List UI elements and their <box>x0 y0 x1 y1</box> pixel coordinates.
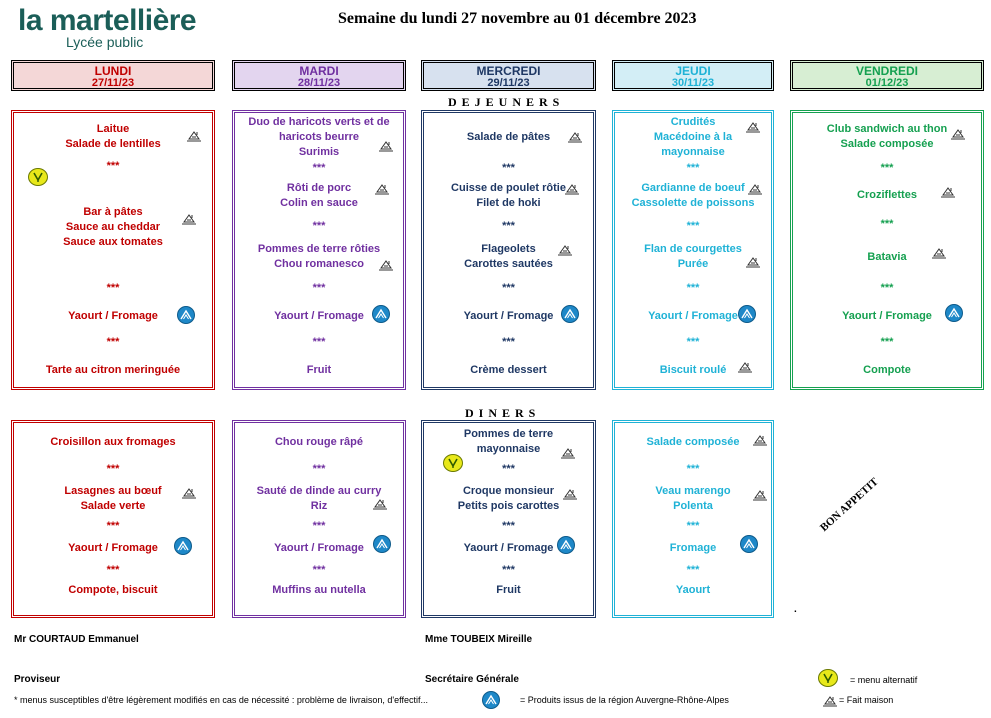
legend-region-icon <box>482 691 500 709</box>
separator: *** <box>312 564 326 576</box>
region-product-icon <box>373 535 391 553</box>
homemade-icon <box>378 258 394 272</box>
region-product-icon <box>177 306 195 324</box>
menu-item: Sauté de dinde au curry <box>256 485 382 497</box>
menu-item: Yaourt / Fromage <box>463 310 554 322</box>
menu-item: Yaourt / Fromage <box>274 542 364 554</box>
menu-item: Macédoine à la <box>653 131 733 143</box>
homemade-icon <box>372 497 388 511</box>
homemade-icon <box>745 120 761 134</box>
homemade-icon <box>745 255 761 269</box>
menu-item: Colin en sauce <box>280 197 358 209</box>
menu-item: Flageolets <box>481 243 536 255</box>
menu-item: Rôti de porc <box>286 182 352 194</box>
school-logo-subtitle: Lycée public <box>66 34 144 50</box>
separator: *** <box>502 336 515 348</box>
menu-item: Salade composée <box>840 138 934 150</box>
menu-item: Gardianne de boeuf <box>641 182 745 194</box>
menu-item: Pommes de terre <box>463 428 554 440</box>
day-name: MARDI <box>299 64 339 78</box>
bon-appetit-text: BON APPETIT <box>817 475 881 534</box>
footer-disclaimer: * menus susceptibles d'être légèrement modifiés en cas de nécessité : problème de livraison, d'effectif... <box>14 695 428 705</box>
legend-region-text: = Produits issus de la région Auvergne-Rhône-Alpes <box>520 695 729 705</box>
homemade-icon <box>950 127 966 141</box>
dinner-box-lundi <box>11 420 215 618</box>
region-product-icon <box>740 535 758 553</box>
legend-homemade-text: = Fait maison <box>839 695 894 705</box>
menu-item: Petits pois carottes <box>457 500 560 512</box>
homemade-icon <box>378 139 394 153</box>
homemade-icon <box>747 182 763 196</box>
menu-item: Fruit <box>306 364 332 376</box>
menu-item: Fruit <box>496 584 521 596</box>
menu-item: Yaourt / Fromage <box>68 310 158 322</box>
menu-item: Chou rouge râpé <box>274 436 363 448</box>
separator: *** <box>686 564 700 576</box>
menu-item: mayonnaise <box>661 146 725 158</box>
region-product-icon <box>945 304 963 322</box>
region-product-icon <box>561 305 579 323</box>
stray-dot: . <box>794 604 797 615</box>
menu-item: Surimis <box>298 146 340 158</box>
separator: *** <box>106 520 120 532</box>
menu-item: Yaourt / Fromage <box>648 310 738 322</box>
menu-item: Polenta <box>673 500 713 512</box>
dinner-section-label: DINERS <box>465 406 541 420</box>
menu-item: Crudités <box>670 116 716 128</box>
day-header-lundi <box>11 60 215 91</box>
lunch-box-vendredi <box>790 110 984 390</box>
region-product-icon <box>372 305 390 323</box>
homemade-icon <box>374 182 390 196</box>
day-name: VENDREDI <box>855 64 918 78</box>
menu-item: Tarte au citron meringuée <box>45 364 181 376</box>
menu-item: Sauce aux tomates <box>63 236 163 248</box>
secretaire-title: Secrétaire Générale <box>425 674 519 685</box>
homemade-icon <box>564 182 580 196</box>
homemade-icon <box>181 212 197 226</box>
homemade-icon <box>557 243 573 257</box>
separator: *** <box>880 218 894 230</box>
day-date: 28/11/23 <box>297 77 341 89</box>
separator: *** <box>312 336 326 348</box>
menu-item: Pommes de terre rôties <box>257 243 381 255</box>
homemade-icon <box>752 488 768 502</box>
menu-item: Muffins au nutella <box>272 584 366 596</box>
day-date: 01/12/23 <box>865 77 909 89</box>
separator: *** <box>312 282 326 294</box>
lunch-box-jeudi <box>612 110 774 390</box>
menu-item: Laitue <box>96 123 130 135</box>
separator: *** <box>686 162 700 174</box>
menu-item: Cuisse de poulet rôtie <box>451 182 566 194</box>
homemade-icon <box>562 487 578 501</box>
separator: *** <box>686 220 700 232</box>
alternative-menu-icon <box>28 168 48 186</box>
day-name: LUNDI <box>94 64 132 78</box>
homemade-icon <box>737 360 753 374</box>
menu-item: Yaourt / Fromage <box>68 542 158 554</box>
menu-item: Biscuit roulé <box>659 364 727 376</box>
menu-item: Yaourt <box>675 584 711 596</box>
separator: *** <box>502 162 515 174</box>
menu-item: Club sandwich au thon <box>826 123 948 135</box>
menu-item: mayonnaise <box>476 443 541 455</box>
separator: *** <box>686 463 700 475</box>
homemade-icon <box>186 129 202 143</box>
region-product-icon <box>557 536 575 554</box>
menu-item: Yaourt / Fromage <box>842 310 932 322</box>
menu-item: Salade de pâtes <box>466 131 551 143</box>
menu-item: Crème dessert <box>470 364 547 376</box>
separator: *** <box>106 463 120 475</box>
lunch-section-label: DEJEUNERS <box>448 95 565 109</box>
separator: *** <box>312 162 326 174</box>
menu-item: haricots beurre <box>278 131 360 143</box>
homemade-icon <box>560 446 576 460</box>
menu-item: Cassolette de poissons <box>631 197 755 209</box>
dinner-box-mardi <box>232 420 406 618</box>
homemade-icon <box>181 486 197 500</box>
alternative-menu-icon <box>443 454 463 472</box>
menu-item: Carottes sautées <box>464 258 553 270</box>
homemade-icon <box>931 246 947 260</box>
region-product-icon <box>738 305 756 323</box>
legend-alternative-text: = menu alternatif <box>850 675 918 685</box>
menu-item: Chou romanesco <box>274 258 364 270</box>
lunch-box-lundi <box>11 110 215 390</box>
day-header-mardi <box>232 60 406 91</box>
menu-item: Riz <box>310 500 328 512</box>
separator: *** <box>880 336 894 348</box>
menu-item: Salade composée <box>646 436 740 448</box>
menu-item: Croisillon aux fromages <box>50 436 176 448</box>
menu-item: Sauce au cheddar <box>65 221 161 233</box>
menu-item: Yaourt / Fromage <box>463 542 554 554</box>
separator: *** <box>312 220 326 232</box>
menu-item: Bar à pâtes <box>83 206 143 218</box>
menu-item: Salade de lentilles <box>65 138 161 150</box>
secretaire-name: Mme TOUBEIX Mireille <box>425 634 533 645</box>
separator: *** <box>502 282 515 294</box>
separator: *** <box>106 336 120 348</box>
separator: *** <box>686 282 700 294</box>
day-header-jeudi <box>612 60 774 91</box>
menu-item: Croziflettes <box>857 189 917 201</box>
menu-item: Veau marengo <box>655 485 731 497</box>
day-date: 27/11/23 <box>91 77 135 89</box>
menu-item: Croque monsieur <box>462 485 555 497</box>
separator: *** <box>312 520 326 532</box>
menu-item: Salade verte <box>80 500 146 512</box>
region-product-icon <box>174 537 192 555</box>
homemade-icon <box>567 130 583 144</box>
separator: *** <box>502 220 515 232</box>
separator: *** <box>880 282 894 294</box>
menu-item: Compote, biscuit <box>68 584 158 596</box>
separator: *** <box>502 564 515 576</box>
legend-alternative-icon <box>818 669 838 687</box>
homemade-icon <box>752 433 768 447</box>
separator: *** <box>502 463 515 475</box>
proviseur-title: Proviseur <box>14 674 61 685</box>
separator: *** <box>106 564 120 576</box>
menu-item: Compote <box>863 364 911 376</box>
school-logo-name: la martellière <box>18 4 197 37</box>
day-name: MERCREDI <box>476 64 541 78</box>
menu-item: Batavia <box>867 251 907 263</box>
menu-item: Purée <box>677 258 709 270</box>
separator: *** <box>106 160 120 172</box>
menu-item: Lasagnes au bœuf <box>64 485 162 497</box>
day-header-vendredi <box>790 60 984 91</box>
day-date: 30/11/23 <box>671 77 715 89</box>
day-header-mercredi <box>421 60 596 91</box>
separator: *** <box>880 162 894 174</box>
menu-item: Filet de hoki <box>476 197 541 209</box>
day-date: 29/11/23 <box>487 77 530 89</box>
homemade-icon <box>940 185 956 199</box>
proviseur-name: Mr COURTAUD Emmanuel <box>14 634 139 645</box>
legend-homemade-icon <box>822 694 838 708</box>
menu-item: Duo de haricots verts et de <box>248 116 390 128</box>
separator: *** <box>686 336 700 348</box>
separator: *** <box>312 463 326 475</box>
menu-item: Yaourt / Fromage <box>274 310 364 322</box>
day-name: JEUDI <box>675 64 711 78</box>
dinner-box-jeudi <box>612 420 774 618</box>
separator: *** <box>686 520 700 532</box>
menu-item: Flan de courgettes <box>644 243 742 255</box>
separator: *** <box>106 282 120 294</box>
separator: *** <box>502 520 515 532</box>
page-title: Semaine du lundi 27 novembre au 01 décembre 2023 <box>338 10 697 27</box>
menu-item: Fromage <box>669 542 717 554</box>
